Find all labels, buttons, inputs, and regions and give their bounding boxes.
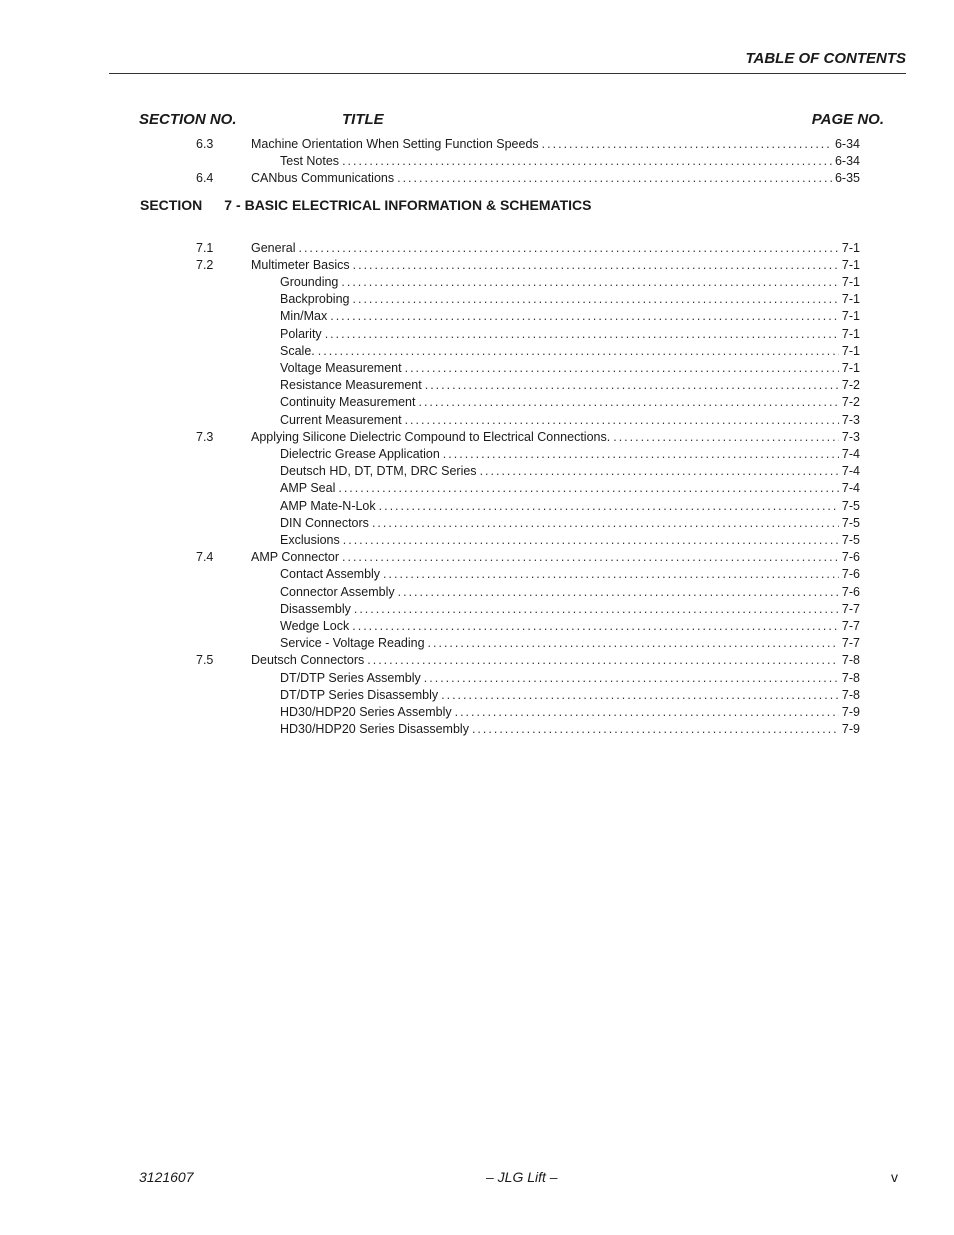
toc-entry[interactable]: [280, 515, 860, 532]
dot-leader: [343, 532, 839, 549]
toc-entry-title: Wedge Lock: [280, 619, 350, 633]
toc-entry-title: HD30/HDP20 Series Disassembly: [280, 722, 469, 737]
toc-entry-page: 7-1: [841, 292, 860, 307]
toc-entry-page: 7-4: [841, 464, 860, 479]
toc-row: [0, 446, 954, 463]
toc-entry-title: DT/DTP Series Disassembly: [280, 687, 439, 702]
toc-entry[interactable]: [280, 687, 860, 704]
dot-leader: [379, 498, 839, 515]
toc-entry[interactable]: [280, 446, 860, 463]
section-heading-number: 7: [224, 197, 233, 213]
dot-leader: [342, 153, 832, 170]
dot-leader: [341, 274, 839, 291]
toc-row: [0, 343, 954, 360]
toc-entry-page: 7-6: [841, 584, 860, 599]
toc-row: [0, 618, 954, 635]
toc-entry-page: 7-2: [841, 378, 860, 393]
toc-entry-page: 7-1: [841, 240, 860, 255]
toc-entry-title: DIN Connectors: [280, 515, 369, 530]
toc-row: [0, 635, 954, 652]
dot-leader: [325, 326, 839, 343]
toc-entry[interactable]: [280, 480, 860, 497]
toc-entry[interactable]: [251, 136, 860, 153]
toc-entry-title: Backprobing: [280, 292, 350, 307]
dot-leader: [342, 549, 839, 566]
toc-entry-title: Connector Assembly: [280, 584, 395, 599]
dot-leader: [354, 601, 839, 618]
toc-entry[interactable]: [251, 429, 860, 446]
toc-entry[interactable]: [251, 240, 860, 257]
dot-leader: [397, 170, 832, 187]
toc-entry-page: 7-1: [841, 309, 860, 324]
toc-entry-page: 7-3: [841, 412, 860, 427]
toc-entry-title: Voltage Measurement: [280, 361, 402, 375]
toc-row: [0, 532, 954, 549]
toc-entry-page: 7-7: [841, 619, 860, 633]
toc-entry-page: 7-5: [841, 498, 860, 513]
dot-leader: [472, 721, 839, 738]
toc-row: [0, 308, 954, 325]
toc-row: [0, 257, 954, 274]
toc-row: [0, 463, 954, 480]
dot-leader: [330, 308, 839, 325]
dot-leader: [353, 291, 839, 308]
toc-entry-page: 7-7: [841, 601, 860, 616]
toc-entry-title: Contact Assembly: [280, 567, 381, 582]
dot-leader: [405, 412, 839, 429]
toc-entry-page: 7-7: [841, 636, 860, 651]
toc-entry-title: Service - Voltage Reading: [280, 636, 425, 651]
toc-entry-number: 7.1: [196, 240, 214, 255]
toc-entry-page: 6-35: [834, 171, 860, 186]
toc-row: [0, 291, 954, 308]
toc-row: [0, 670, 954, 687]
toc-entry[interactable]: [251, 170, 860, 187]
toc-entry[interactable]: [280, 601, 860, 618]
toc-entry[interactable]: [280, 584, 860, 601]
toc-row: [0, 360, 954, 377]
dot-leader: [383, 566, 839, 583]
dot-leader: [542, 136, 832, 153]
toc-entry-page: 7-8: [841, 670, 860, 685]
toc-row: [0, 136, 954, 153]
toc-entry[interactable]: [280, 343, 860, 360]
dot-leader: [425, 377, 839, 394]
column-header-page-no: PAGE NO.: [811, 111, 884, 128]
toc-entry-number: 6.3: [196, 137, 214, 151]
dot-leader: [405, 360, 839, 377]
toc-row: [0, 721, 954, 738]
toc-entry-title: Grounding: [280, 275, 339, 289]
toc-entry-page: 6-34: [834, 154, 860, 169]
toc-entry-page: 6-34: [834, 137, 860, 151]
toc-entry-title: Scale.: [280, 343, 315, 358]
dot-leader: [318, 343, 839, 360]
toc-entry[interactable]: [280, 308, 860, 325]
toc-entry[interactable]: [251, 652, 860, 669]
toc-entry-page: 7-2: [841, 395, 860, 410]
toc-entry[interactable]: [280, 532, 860, 549]
toc-row: [0, 515, 954, 532]
dot-leader: [352, 618, 839, 635]
toc-entry-title: Polarity: [280, 326, 322, 341]
toc-entry-page: 7-6: [841, 550, 860, 565]
toc-row: [0, 601, 954, 618]
footer-page-number: v: [891, 1169, 898, 1185]
toc-entry[interactable]: [280, 498, 860, 515]
toc-entry-title: HD30/HDP20 Series Assembly: [280, 705, 452, 719]
toc-entry-title: DT/DTP Series Assembly: [280, 670, 421, 685]
toc-entry[interactable]: [280, 704, 860, 721]
dot-leader: [338, 480, 839, 497]
toc-entry-page: 7-1: [841, 343, 860, 358]
toc-row: [0, 566, 954, 583]
toc-entry[interactable]: [280, 670, 860, 687]
toc-entry-page: 7-5: [841, 515, 860, 530]
toc-entry[interactable]: [280, 721, 860, 738]
toc-row: [0, 240, 954, 257]
toc-entry-title: Dielectric Grease Application: [280, 447, 440, 461]
toc-row: [0, 326, 954, 343]
header-title: TABLE OF CONTENTS: [745, 50, 906, 67]
dot-leader: [441, 687, 839, 704]
toc-entry-title: General: [251, 240, 296, 255]
toc-row: [0, 274, 954, 291]
section-heading-label: SECTION: [140, 197, 203, 213]
toc-row: [0, 549, 954, 566]
toc-entry-title: Min/Max: [280, 309, 328, 324]
toc-entry-title: Current Measurement: [280, 412, 402, 427]
toc-row: [0, 687, 954, 704]
toc-entry-page: 7-1: [841, 361, 860, 375]
column-header-title: TITLE: [342, 111, 384, 128]
toc-entry-page: 7-5: [841, 533, 860, 547]
toc-row: [0, 377, 954, 394]
toc-entry-page: 7-4: [841, 481, 860, 496]
toc-entry[interactable]: [280, 412, 860, 429]
toc-entry-title: Resistance Measurement: [280, 378, 422, 393]
toc-entry-number: 7.5: [196, 653, 214, 668]
toc-row: [0, 704, 954, 721]
toc-entry[interactable]: [280, 463, 860, 480]
dot-leader: [443, 446, 839, 463]
toc-entry-page: 7-1: [841, 275, 860, 289]
footer-doc-number: 3121607: [139, 1169, 194, 1185]
toc-entry[interactable]: [280, 618, 860, 635]
header-rule: [109, 73, 906, 74]
dot-leader: [367, 652, 839, 669]
toc-row: [0, 652, 954, 669]
toc-entry[interactable]: [280, 326, 860, 343]
column-header-section-no: SECTION NO.: [139, 111, 237, 128]
dot-leader: [418, 394, 838, 411]
toc-entry[interactable]: [280, 394, 860, 411]
toc-entry-title: Machine Orientation When Setting Function Speeds: [251, 137, 539, 151]
toc-entry-page: 7-1: [841, 326, 860, 341]
toc-row: [0, 412, 954, 429]
toc-entry-title: AMP Mate-N-Lok: [280, 498, 376, 513]
toc-entry[interactable]: [251, 257, 860, 274]
toc-entry-title: AMP Seal: [280, 481, 336, 496]
toc-entry-number: 7.2: [196, 257, 214, 272]
toc-entry[interactable]: [280, 291, 860, 308]
toc-entry-page: 7-6: [841, 567, 860, 582]
toc-entry-title: Multimeter Basics: [251, 257, 350, 272]
toc-entry-title: Applying Silicone Dielectric Compound to Electrical Connections.: [251, 429, 611, 444]
toc-entry-title: Test Notes: [280, 154, 340, 169]
dot-leader: [424, 670, 839, 687]
dot-leader: [372, 515, 839, 532]
dot-leader: [398, 584, 839, 601]
toc-entry[interactable]: [280, 360, 860, 377]
toc-entry[interactable]: [251, 549, 860, 566]
toc-entry-title: Exclusions: [280, 533, 340, 547]
toc-entry-title: Deutsch HD, DT, DTM, DRC Series: [280, 464, 477, 479]
section-heading: [140, 197, 591, 213]
toc-entry-page: 7-9: [841, 722, 860, 737]
toc-entry-title: Continuity Measurement: [280, 395, 416, 410]
toc-row: [0, 429, 954, 446]
dot-leader: [353, 257, 839, 274]
dot-leader: [613, 429, 839, 446]
toc-entry-page: 7-4: [841, 447, 860, 461]
toc-entry[interactable]: [280, 635, 860, 652]
toc-row: [0, 153, 954, 170]
toc-entry-page: 7-9: [841, 705, 860, 719]
toc-entry-title: CANbus Communications: [251, 171, 395, 186]
toc-entry-title: Disassembly: [280, 601, 351, 616]
toc-row: [0, 498, 954, 515]
toc-entry[interactable]: [280, 377, 860, 394]
toc-entry[interactable]: [280, 153, 860, 170]
toc-entry-page: 7-8: [841, 653, 860, 668]
footer-center: – JLG Lift –: [486, 1169, 558, 1185]
section-heading-title: - BASIC ELECTRICAL INFORMATION & SCHEMATICS: [236, 197, 592, 213]
toc-entry-title: Deutsch Connectors: [251, 653, 365, 668]
toc-entry-page: 7-3: [841, 429, 860, 444]
toc-entry[interactable]: [280, 566, 860, 583]
toc-entry-number: 7.3: [196, 429, 214, 444]
toc-entry[interactable]: [280, 274, 860, 291]
dot-leader: [455, 704, 839, 721]
toc-row: [0, 394, 954, 411]
dot-leader: [480, 463, 839, 480]
toc-entry-title: AMP Connector: [251, 550, 340, 565]
toc-row: [0, 480, 954, 497]
toc-entry-page: 7-8: [841, 687, 860, 702]
dot-leader: [298, 240, 838, 257]
toc-row: [0, 584, 954, 601]
toc-row: [0, 170, 954, 187]
toc-entry-page: 7-1: [841, 257, 860, 272]
toc-entry-number: 7.4: [196, 550, 214, 565]
dot-leader: [428, 635, 839, 652]
toc-entry-number: 6.4: [196, 171, 214, 186]
